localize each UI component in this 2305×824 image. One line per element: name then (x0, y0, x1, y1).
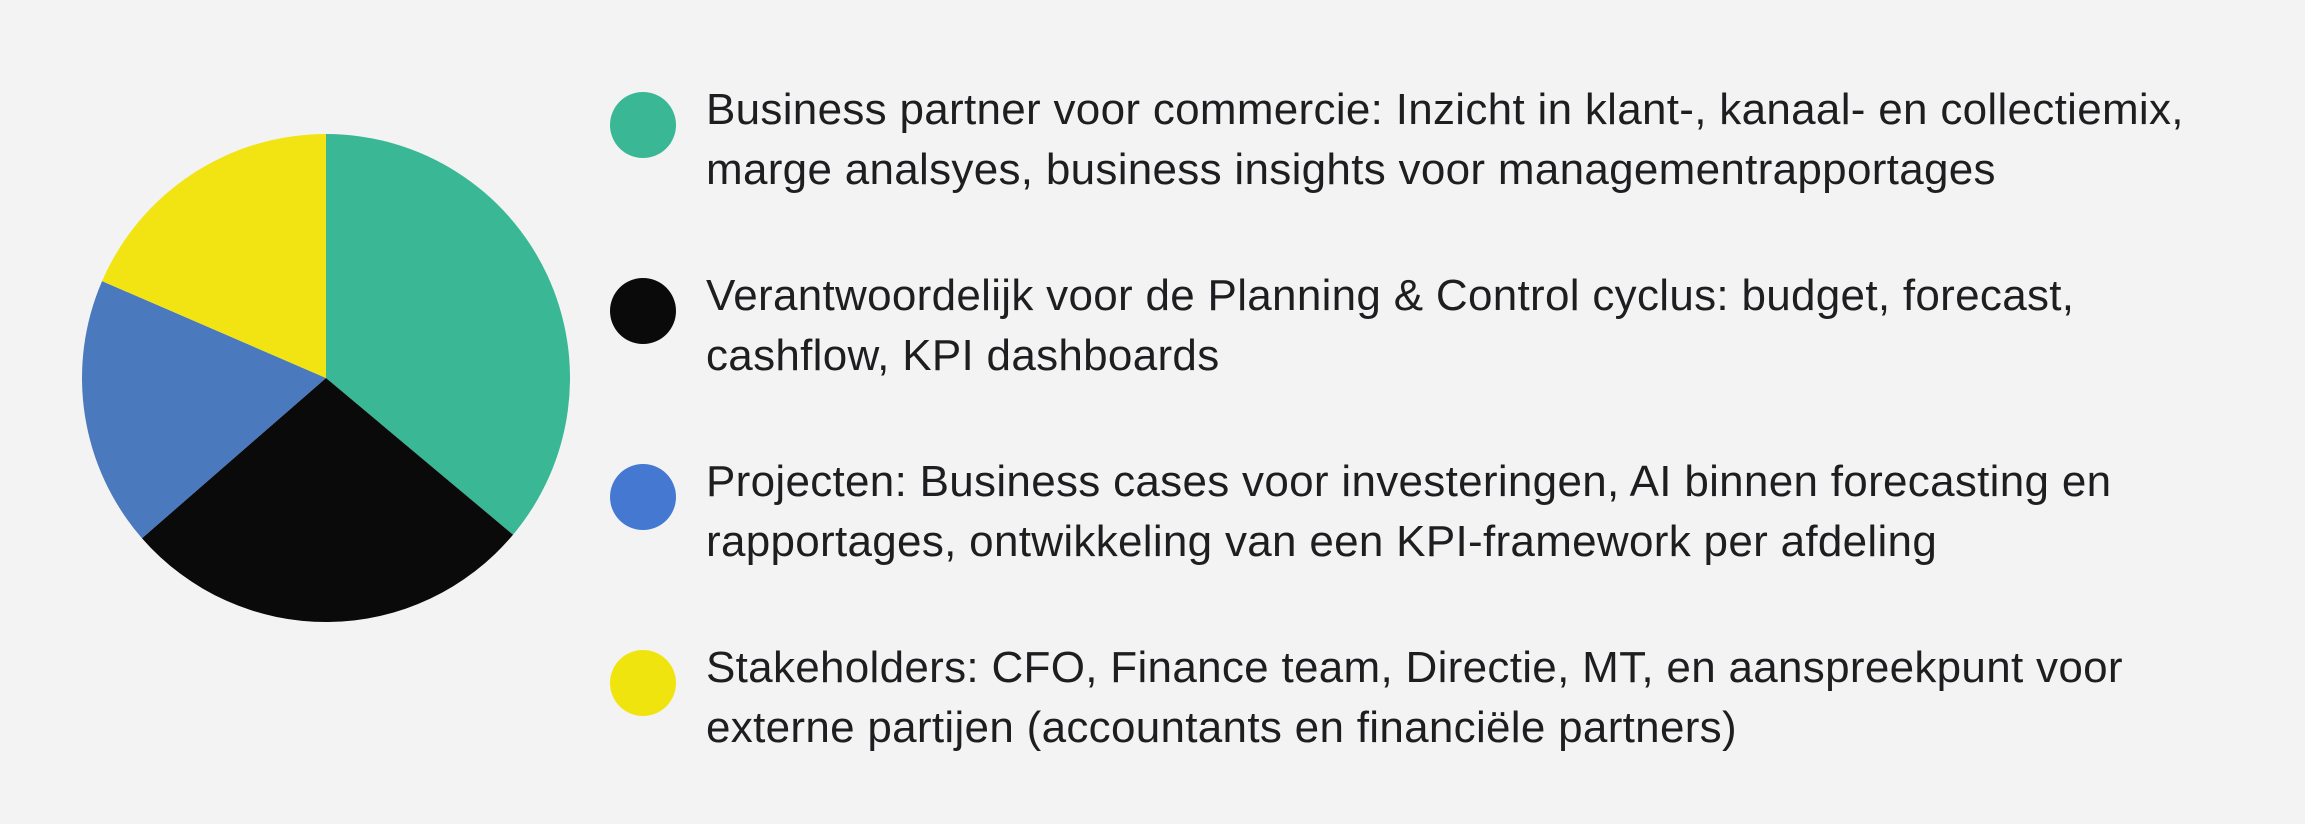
legend-text (706, 638, 2123, 758)
legend-item-stakeholders (610, 638, 2184, 758)
pie-chart (82, 134, 570, 622)
legend-text (706, 80, 2184, 200)
legend-text (706, 266, 2074, 386)
legend-line: Projecten: Business cases voor investeringen, AI binnen forecasting en (706, 457, 2112, 506)
legend-dot-teal (610, 92, 676, 158)
legend-line: Business partner voor commercie: Inzicht in klant-, kanaal- en collectiemix, (706, 85, 2184, 134)
legend-line: cashflow, KPI dashboards (706, 331, 1220, 380)
legend (610, 80, 2184, 824)
legend-dot-black (610, 278, 676, 344)
legend-item-planning-control (610, 266, 2184, 386)
legend-text (706, 452, 2111, 572)
legend-dot-yellow (610, 650, 676, 716)
legend-line: rapportages, ontwikkeling van een KPI-framework per afdeling (706, 517, 1938, 566)
legend-line: Stakeholders: CFO, Finance team, Directie, MT, en aanspreekpunt voor (706, 643, 2123, 692)
legend-dot-blue (610, 464, 676, 530)
legend-line: externe partijen (accountants en financiële partners) (706, 703, 1737, 752)
legend-item-business-partner (610, 80, 2184, 200)
legend-line: marge analsyes, business insights voor managementrapportages (706, 145, 1996, 194)
legend-line: Verantwoordelijk voor de Planning & Control cyclus: budget, forecast, (706, 271, 2075, 320)
legend-item-projecten (610, 452, 2184, 572)
